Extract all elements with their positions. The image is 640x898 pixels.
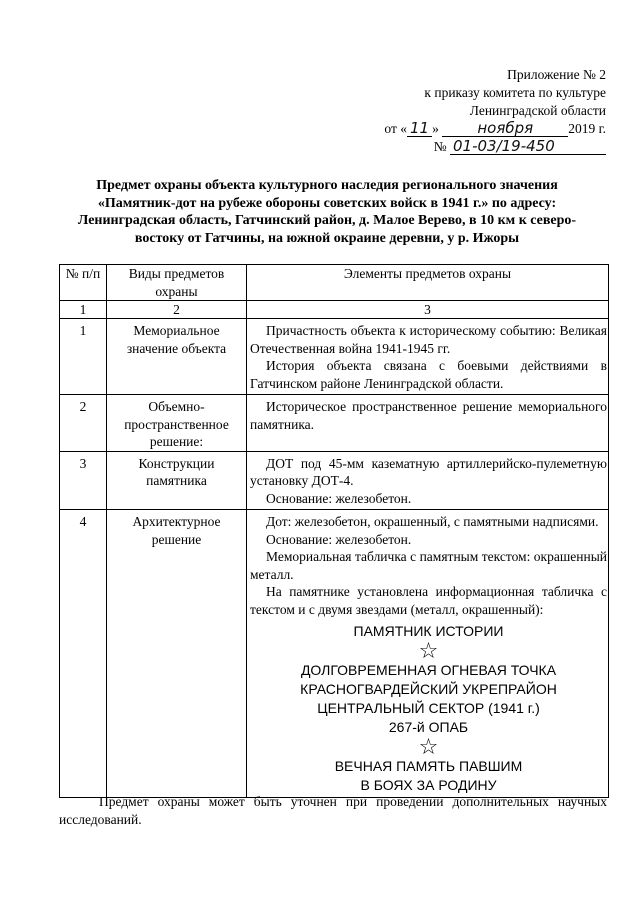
- header-number: № п/п: [60, 265, 107, 301]
- appendix-year: 2019 г.: [568, 121, 606, 136]
- header-types: Виды предметов охраны: [107, 265, 247, 301]
- appendix-number: Приложение № 2: [507, 67, 606, 82]
- protection-subject-table: [59, 264, 609, 798]
- table-row: 3 Конструкции памятника ДОТ под 45-мм казематную артиллерийско-пулеметную установку ДОТ-4. Основание: железобетон.: [60, 451, 609, 510]
- table-row: 4 Архитектурное решение Дот: железобетон, окрашенный, с памятными надписями. Основание: железобетон. Мемориальная табличка с памятным текстом: окрашенный металл. На памятнике установлена информационная табличка с текстом и с двумя звездами (металл, окрашенный): ПАМЯТНИК ИСТОРИИ ☆ ДОЛГОВРЕМЕННАЯ ОГНЕВАЯ ТОЧКА КРАСНОГВАРДЕЙСКИЙ УКРЕПРАЙОН ЦЕНТРАЛЬНЫЙ СЕКТОР (1941 г.) 267-й ОПАБ ☆ ВЕЧНАЯ ПАМЯТЬ ПАВШИМ В БОЯХ ЗА РОДИНУ: [60, 510, 609, 798]
- document-title: Предмет охраны объекта культурного наследия регионального значения «Памятник-дот на рубеже обороны советских войск в 1941 г.» по адресу: Ленинградская область, Гатчинский район, д. Малое Верево, в 10 км к северо- востоку от Гатчины, на южной окраине деревни, у р. Ижоры: [77, 178, 577, 246]
- handwritten-day: 11: [407, 121, 432, 137]
- star-icon: ☆: [418, 638, 439, 663]
- memorial-plaque-text: ПАМЯТНИК ИСТОРИИ ☆ ДОЛГОВРЕМЕННАЯ ОГНЕВАЯ ТОЧКА КРАСНОГВАРДЕЙСКИЙ УКРЕПРАЙОН ЦЕНТРАЛЬНЫЙ СЕКТОР (1941 г.) 267-й ОПАБ ☆ ВЕЧНАЯ ПАМЯТЬ ПАВШИМ В БОЯХ ЗА РОДИНУ: [250, 622, 607, 795]
- header-elements: Элементы предметов охраны: [247, 265, 609, 301]
- appendix-number-line: № 01-03/19-450: [376, 138, 606, 156]
- table-row: 2 Объемно-пространственное решение: Историческое пространственное решение мемориального памятника.: [60, 395, 609, 452]
- footer-note: Предмет охраны может быть уточнен при проведении дополнительных научных исследований.: [59, 794, 607, 827]
- appendix-order-ref: к приказу комитета по культуре: [424, 85, 606, 100]
- table-row: 1 Мемориальное значение объекта Причастность объекта к историческому событию: Великая Отечественная война 1941-1945 гг. История объекта связана с боевыми действиями в Гатчинском районе Ленинградской области.: [60, 319, 609, 395]
- star-icon: ☆: [418, 734, 439, 759]
- handwritten-month: ноября: [442, 121, 568, 137]
- appendix-date-line: от « 11 » ноября 2019 г.: [384, 119, 606, 137]
- column-numbers-row: 1 2 3: [60, 301, 609, 319]
- table-header-row: [60, 265, 609, 301]
- appendix-region: Ленинградской области: [469, 103, 606, 118]
- appendix-header: [376, 66, 606, 156]
- handwritten-order-number: 01-03/19-450: [450, 139, 606, 155]
